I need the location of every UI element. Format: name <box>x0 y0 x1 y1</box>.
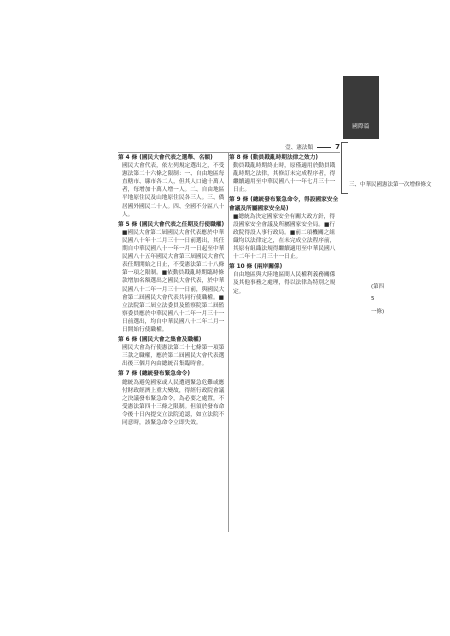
header-rule <box>317 147 331 148</box>
article <box>118 221 226 334</box>
article <box>118 154 226 219</box>
article-body: 自由地區與大陸地區間人民權利義務關係及其他事務之處理，得以法律為特別之規定。 <box>233 272 336 295</box>
margin-note-1: (第四 <box>371 284 385 290</box>
article-title: 第 8 條 (動員戡亂時期法律之效力) <box>229 155 319 161</box>
right-column <box>229 152 339 532</box>
article-body: 國民大會為行使憲法第二十七條第一項第三款之職權，應於第二屆國民大會代表選出後三個月內由總統召集臨時會。 <box>122 345 225 368</box>
article-body: ■國民大會第二屆國民大會代表應於中華民國八十年十二月三十一日前選出，其任期自中華民國八十一年一月一日起至中華民國八十五年國民大會第三屆國民大會代表任期開始之日止，不受憲法第二十八條第一項之限制。■依動員戡亂時期臨時條款增加名額選出之國民大會代表，於中華民國八十二年一月三十一日前，與國民大會第二屆國民大會代表共同行使職權。■立法院第二屆立法委員及監察院第二屆監察委員應於中華民國八十二年一月三十一日前選出，均自中華民國八十二年二月一日開始行使職權。 <box>122 229 225 333</box>
running-header <box>256 142 340 152</box>
article <box>229 263 339 295</box>
article-body: ■總統為決定國家安全有關大政方針，得設國家安全會議及所屬國家安全局。■行政院得設人事行政局。■前二項機關之組織均以法律定之，在未完成立法程序前，其原有組織法規得繼續適用至中華民國八十二年十二月三十一日止。 <box>233 213 336 261</box>
article-title: 第 10 條 (兩岸關係) <box>229 264 283 271</box>
left-column <box>118 152 229 532</box>
article-title: 第 4 條 (國民大會代表之選舉、名額) <box>118 155 213 161</box>
margin-bracket <box>341 142 348 194</box>
article <box>118 336 226 368</box>
article-body: 動員戡亂時期終止時，原僅適用於動員戡亂時期之法律，其修訂未完成程序者，得繼續適用至中華民國八十一年七月三十一日止。 <box>233 163 336 194</box>
article-title: 第 9 條 (總統發布緊急命令，得設國家安全會議及所屬國家安全局) <box>229 197 339 212</box>
margin-note-3: 一條) <box>371 309 385 315</box>
tab-underline <box>343 137 379 139</box>
margin-note-2: 5 <box>371 296 375 302</box>
article-title: 第 7 條 (總統發布緊急命令) <box>118 371 190 378</box>
article <box>229 196 339 261</box>
article <box>229 154 339 194</box>
article-body: 總統為避免國家或人民遭遇緊急危難或應付財政經濟上重大變故，得經行政院會議之決議發布緊急命令，為必要之處置，不受憲法第四十三條之限制。但須於發布命令後十日內提交立法院追認，如立法院不同意時，該緊急命令立即失效。 <box>122 379 225 426</box>
header-title: 壹、憲法類 <box>285 145 314 151</box>
article <box>118 370 226 427</box>
section-tab-label: 國際篇 <box>352 124 370 130</box>
margin-note-top: 三、中華民國憲法第一次增修條文 <box>349 182 432 188</box>
section-tab <box>343 76 379 137</box>
article-title: 第 5 條 (國民大會代表之任期及行使職權) <box>118 221 225 228</box>
page-number: 7 <box>335 143 340 151</box>
article-title: 第 6 條 (國民大會之集會及職權) <box>118 337 202 344</box>
article-body: 國民大會代表，依左列規定選出之，不受憲法第二十六條之限制：一、自由地區每直轄市、縣市各二人，但其人口逾十萬人者，每增加十萬人增一人。二、自由地區平地原住民及山地原住民各三人。三、僑居國外國民二十人。四、全國不分區八十人。 <box>122 163 225 218</box>
